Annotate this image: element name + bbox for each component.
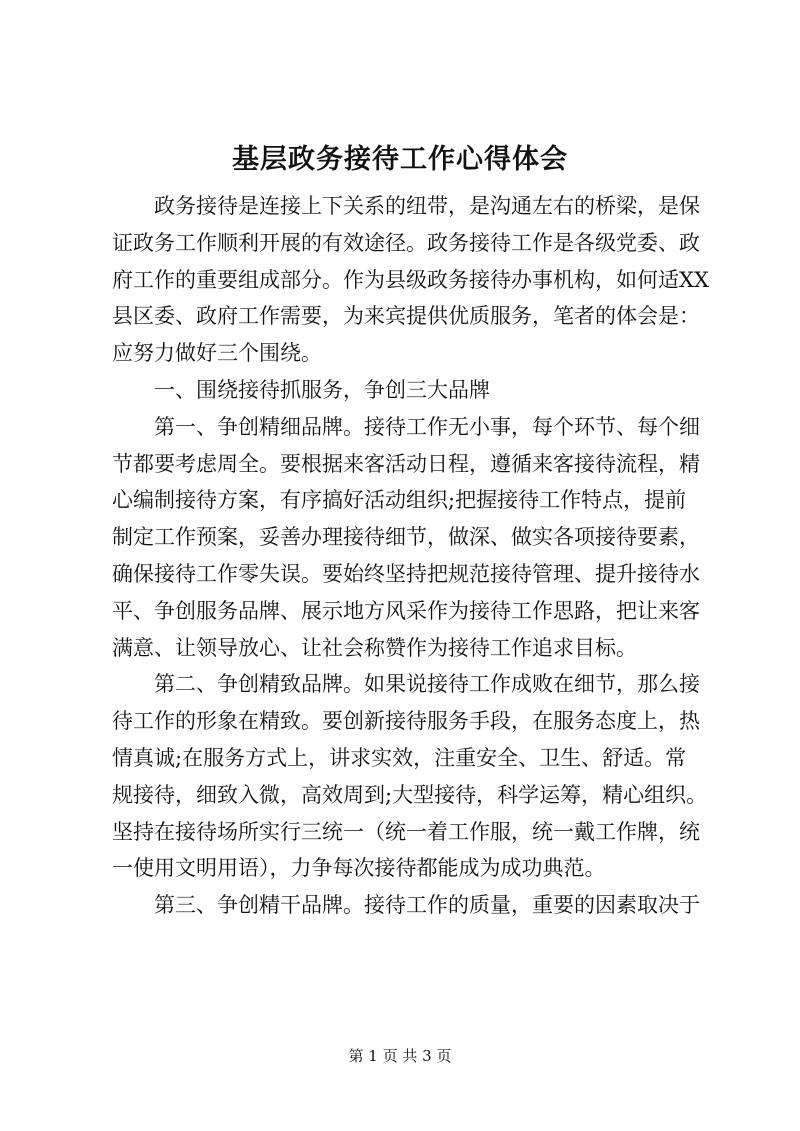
- paragraph-second-brand: 第二、争创精致品牌。如果说接待工作成败在细节，那么接 待工作的形象在精致。要创新接待服务手段，在服务态度上，热 情真诚;在服务方式上，讲求实效，注重安全、卫生、舒适。常 规接待，细致入微，高效周到;大型接待，科学运筹，精心组织。 坚持在接待场所实行三统一（统一着工作服，统一戴工作牌，统 一使用文明用语），力争每次接待都能成为成功典范。: [112, 672, 708, 881]
- document-body: [112, 188, 710, 924]
- paragraph-first-brand: 第一、争创精细品牌。接待工作无小事，每个环节、每个细 节都要考虑周全。要根据来客活动日程，遵循来客接待流程，精 心编制接待方案，有序搞好活动组织;把握接待工作特点，提前 制定工作预案，妥善办理接待细节，做深、做实各项接待要素， 确保接待工作零失误。要始终坚持把规范接待管理、提升接待水 平、争创服务品牌、展示地方风采作为接待工作思路，把让来客 满意、让领导放心、让社会称赞作为接待工作追求目标。: [112, 414, 700, 660]
- document-title: 基层政务接待工作心得体会: [232, 144, 568, 175]
- paragraph-third-brand: 第三、争创精干品牌。接待工作的质量，重要的因素取决于: [154, 893, 700, 918]
- page-number-footer: 第 1 页 共 3 页: [348, 1047, 452, 1065]
- section-heading-1: 一、围绕接待抓服务，争创三大品牌: [154, 377, 490, 402]
- paragraph-intro: 政务接待是连接上下关系的纽带，是沟通左右的桥梁，是保 证政务工作顺利开展的有效途径。政务接待工作是各级党委、政 府工作的重要组成部分。作为县级政务接待办事机构，如何适XX 县区委、政府工作需要，为来宾提供优质服务，笔者的体会是： 应努力做好三个围绕。: [112, 194, 709, 366]
